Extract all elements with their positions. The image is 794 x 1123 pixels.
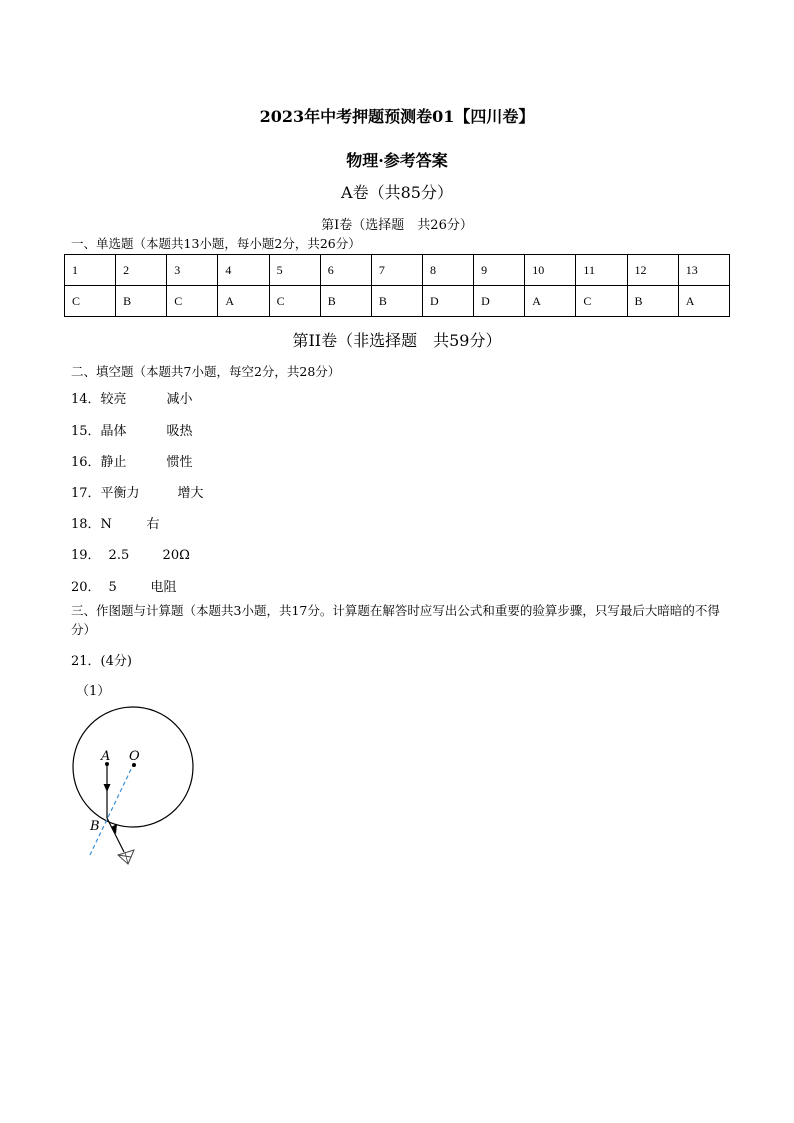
section2-heading: 二、填空题（本题共7小题，每空2分，共28分） (71, 364, 341, 379)
answer-2: 增大 (177, 486, 204, 501)
table-cell: A (218, 286, 269, 317)
table-cell: 9 (474, 255, 525, 286)
list-item (71, 420, 193, 439)
answer-1: 静止 (100, 455, 127, 470)
answer-1: N (100, 517, 112, 532)
answer-2: 电阻 (150, 580, 177, 595)
label-o: O (129, 749, 140, 764)
item-number: 15． (71, 424, 101, 439)
table-row-answers (65, 286, 730, 317)
table-cell: 10 (525, 255, 576, 286)
table-cell: A (525, 286, 576, 317)
table-cell: C (65, 286, 116, 317)
list-item (71, 513, 160, 532)
answer-2: 20Ω (162, 548, 190, 563)
label-a: A (101, 749, 111, 764)
answer-2: 吸热 (166, 424, 193, 439)
answer-2: 右 (146, 517, 160, 532)
table-cell: 5 (269, 255, 320, 286)
answer-2: 惯性 (166, 455, 193, 470)
table-cell: C (269, 286, 320, 317)
label-b: B (90, 819, 100, 834)
list-item (71, 451, 193, 470)
section1-heading: 一、单选题（本题共13小题，每小题2分，共26分） (71, 236, 361, 251)
answer-1: 5 (108, 580, 117, 595)
table-cell: C (576, 286, 627, 317)
page-subtitle: 物理·参考答案 (346, 151, 448, 170)
page-title: 2023年中考押题预测卷01【四川卷】 (259, 107, 535, 126)
table-cell: 11 (576, 255, 627, 286)
answer-1: 晶体 (100, 424, 127, 439)
list-item (71, 482, 204, 501)
table-cell: A (678, 286, 729, 317)
item-number: 14． (71, 392, 101, 407)
item-number: 19． (71, 548, 101, 563)
table-row-numbers (65, 255, 730, 286)
subquestion-1-label: （1） (76, 684, 111, 699)
refracted-ray (107, 818, 124, 852)
answer-2: 减小 (166, 392, 193, 407)
table-cell: 4 (218, 255, 269, 286)
list-item (71, 544, 190, 563)
table-cell: B (627, 286, 678, 317)
answer-1: 平衡力 (100, 486, 140, 501)
table-cell: C (167, 286, 218, 317)
list-item (71, 388, 193, 407)
table-cell: B (320, 286, 371, 317)
part2-heading: 第II卷（非选择题 共59分） (292, 331, 502, 350)
eye-icon (118, 850, 134, 864)
table-cell: 7 (371, 255, 422, 286)
table-cell: D (422, 286, 473, 317)
table-cell: 1 (65, 255, 116, 286)
table-cell: D (474, 286, 525, 317)
normal-line (89, 763, 134, 857)
answer-1: 较亮 (100, 392, 127, 407)
answer-1: 2.5 (108, 548, 130, 563)
volume-a-heading: A卷（共85分） (341, 183, 453, 202)
section3-heading: 三、作图题与计算题（本题共3小题，共17分。计算题在解答时应写出公式和重要的验算步骤，只写最后大暗暗的不得分） (71, 603, 720, 637)
item-number: 17． (71, 486, 101, 501)
question-21-label: 21．(4分) (71, 654, 132, 669)
list-item (71, 576, 177, 595)
item-number: 18． (71, 517, 101, 532)
table-cell: B (116, 286, 167, 317)
optics-diagram (62, 700, 212, 875)
table-cell: 2 (116, 255, 167, 286)
table-cell: 8 (422, 255, 473, 286)
table-cell: 3 (167, 255, 218, 286)
table-cell: B (371, 286, 422, 317)
table-cell: 13 (678, 255, 729, 286)
item-number: 20． (71, 580, 101, 595)
table-cell: 12 (627, 255, 678, 286)
answer-table (64, 254, 730, 317)
arrow-down-icon (104, 784, 111, 792)
table-cell: 6 (320, 255, 371, 286)
item-number: 16． (71, 455, 101, 470)
part1-heading: 第Ⅰ卷（选择题 共26分） (321, 218, 473, 233)
lens-circle (73, 707, 193, 827)
